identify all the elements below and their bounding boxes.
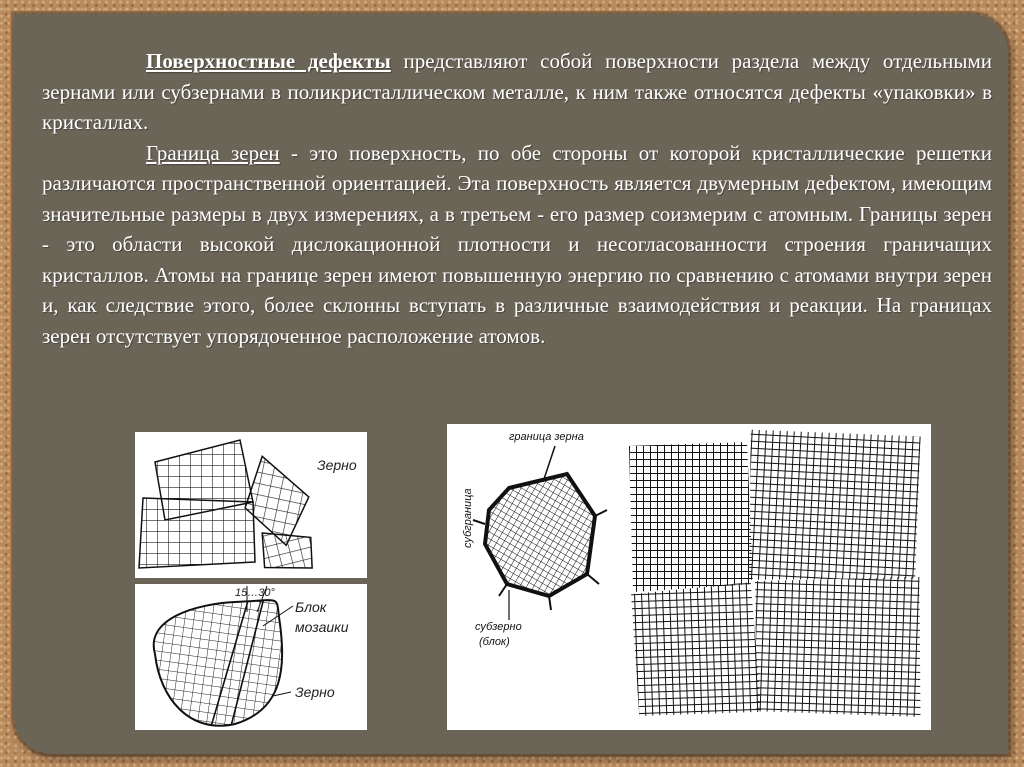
angle-label: 15…30° (235, 587, 275, 599)
grain-label-2: Зерно (295, 684, 335, 700)
term-grain-boundary: Граница зерен (146, 140, 280, 165)
subboundary-label: субграница (462, 488, 474, 548)
grain-outline (154, 600, 282, 726)
block-label: Блок (295, 599, 327, 615)
figure-mosaic (135, 584, 367, 730)
term-surface-defects: Поверхностные дефекты (146, 49, 391, 73)
paragraph-surface-defects (42, 46, 992, 138)
figure-boundary (447, 424, 931, 730)
grain-bottom-left (139, 498, 255, 568)
paragraph1-body: представляют собой поверхности раздела между отдельными зернами или субзернами в поликристаллическом металле, к ним также относятся дефекты «упаковки» в кристаллах. (42, 49, 992, 134)
paragraph2-body: - это поверхность, по обе стороны от которой кристаллические решетки различаются пространственной ориентацией. Эта поверхность является двумерным дефектом, имеющим значительные размеры в двух измерениях, а в третьем - его размер соизмерим с атомным. Границы зерен - это области высокой дислокационной плотности и несогласованности строения граничащих кристаллов. Атомы на границе зерен имеют повышенную энергию по сравнению с атомами внутри зерен и, как следствие этого, более склонны вступать в различные взаимодействия и реакции. На границах зерен отсутствует упорядоченное расположение атомов. (42, 140, 992, 348)
grain-label: Зерно (317, 457, 357, 473)
subgrain-label: субзерно (475, 621, 522, 633)
block-label-2: (блок) (479, 636, 510, 648)
figure-grains (135, 432, 367, 578)
lattice-grid (629, 428, 925, 717)
mosaic-label: мозаики (295, 619, 349, 635)
subgrain-polygon (485, 474, 595, 596)
paragraph-grain-boundary (42, 138, 992, 352)
slide-text (42, 46, 992, 351)
boundary-label: граница зерна (509, 431, 584, 443)
